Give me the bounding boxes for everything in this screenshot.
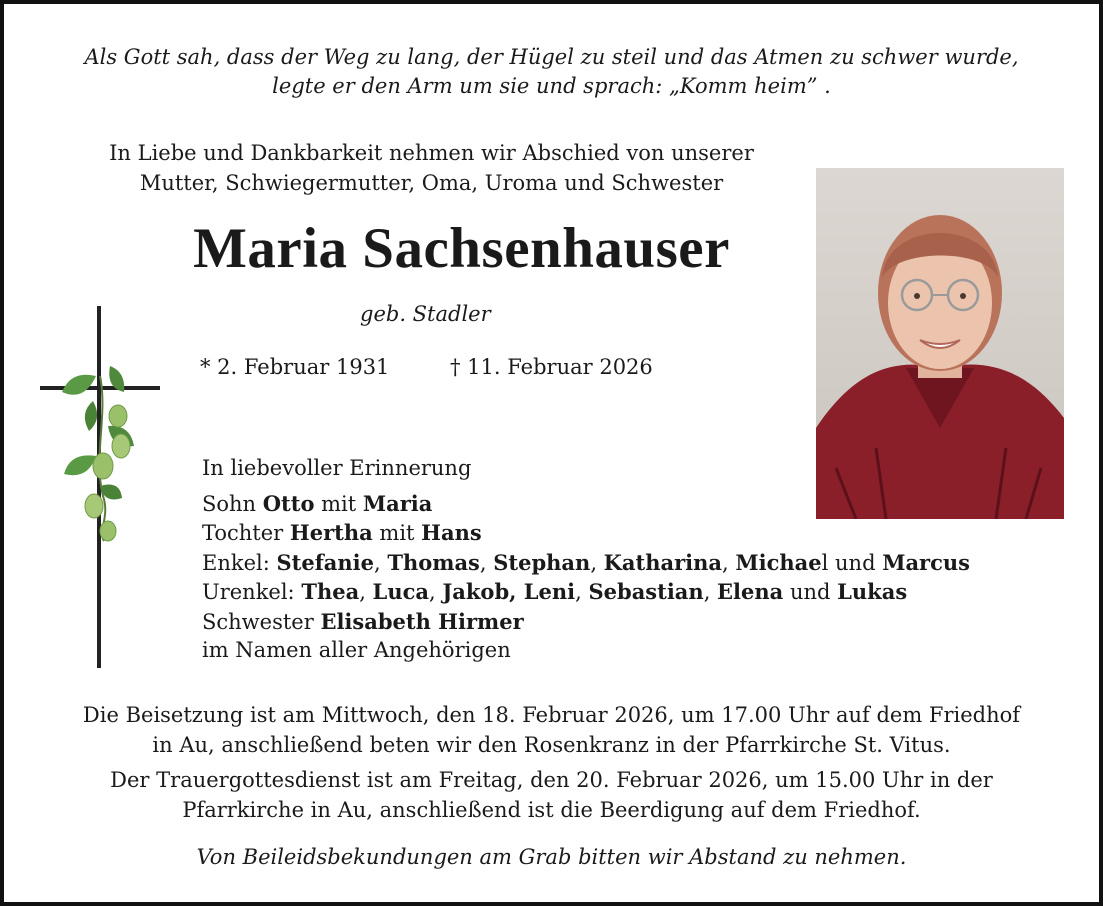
burial-line-2: in Au, anschließend beten wir den Rosenkranz in der Pfarrkirche St. Vitus. — [152, 733, 951, 757]
relatives-line: im Namen aller Angehörigen — [202, 638, 511, 662]
death-date: † 11. Februar 2026 — [450, 355, 653, 379]
service-line-2: Pfarrkirche in Au, anschließend ist die Beerdigung auf dem Friedhof. — [182, 798, 921, 822]
son-partner-name: Maria — [362, 490, 433, 516]
memory-heading: In liebevoller Erinnerung — [202, 456, 472, 480]
sister-name: Elisabeth Hirmer — [320, 608, 524, 634]
motto-line-1: Als Gott sah, dass der Weg zu lang, der Hügel zu steil und das Atmen zu schwer wurde, — [84, 45, 1019, 69]
cross-with-hops-icon — [38, 306, 163, 668]
daughter-line: Tochter Hertha mit Hans — [202, 520, 482, 545]
intro-line-2: Mutter, Schwiegermutter, Oma, Uroma und Schwester — [139, 171, 724, 195]
daughter-name: Hertha — [289, 520, 373, 545]
motto-line-2: legte er den Arm um sie und sprach: „Komm heim” . — [272, 74, 831, 98]
portrait-photo — [816, 168, 1064, 519]
daughter-partner-name: Hans — [421, 520, 482, 545]
sister-line: Schwester Elisabeth Hirmer — [202, 608, 524, 634]
great-grandchildren-line: Urenkel: Thea, Luca, Jakob, Leni, Sebastian, Elena und Lukas — [202, 579, 908, 604]
burial-line-1: Die Beisetzung ist am Mittwoch, den 18. Februar 2026, um 17.00 Uhr auf dem Friedhof — [82, 703, 1021, 727]
maiden-name: geb. Stadler — [360, 302, 491, 326]
service-info — [0, 765, 1103, 825]
burial-info — [0, 700, 1103, 760]
condolence-note: Von Beileidsbekundungen am Grab bitten wir Abstand zu nehmen. — [196, 845, 907, 869]
portrait-icon — [816, 168, 1064, 519]
service-line-1: Der Trauergottesdienst ist am Freitag, den 20. Februar 2026, um 15.00 Uhr in der — [110, 768, 993, 792]
intro-line-1: In Liebe und Dankbarkeit nehmen wir Abschied von unserer — [109, 141, 754, 165]
deceased-name: Maria Sachsenhauser — [193, 217, 730, 280]
motto — [0, 43, 1103, 101]
son-line: Sohn Otto mit Maria — [202, 490, 433, 516]
birth-date: * 2. Februar 1931 — [200, 355, 390, 379]
intro-text — [70, 138, 793, 198]
grandchildren-line: Enkel: Stefanie, Thomas, Stephan, Katharina, Michael und Marcus — [202, 549, 970, 575]
son-name: Otto — [262, 490, 315, 516]
